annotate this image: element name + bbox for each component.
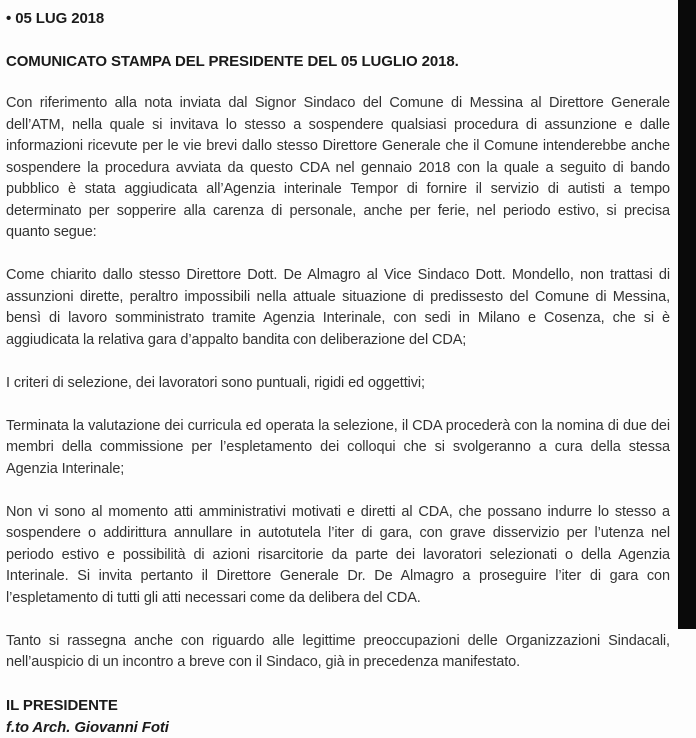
paragraph: Come chiarito dallo stesso Direttore Dott. De Almagro al Vice Sindaco Dott. Mondello, non trattasi di assunzioni dirette, peraltro impossibili nella attuale situazione di predissesto del Comune di Messina, bensì di lavoro somministrato tramite Agenzia Interinale, con sedi in Milano e Cosenza, che si è aggiudicata la relativa gara d’appalto bandita con deliberazione del CDA; <box>6 265 670 351</box>
paragraph: Terminata la valutazione dei curricula ed operata la selezione, il CDA procederà con la nomina di due dei membri della commissione per l’espletamento dei colloqui che si svolgeranno a cura della stessa Agenzia Interinale; <box>6 416 670 481</box>
right-edge-bar <box>678 0 696 629</box>
signature-role: IL PRESIDENTE <box>6 695 670 717</box>
paragraph: Tanto si rassegna anche con riguardo alle legittime preoccupazioni delle Organizzazioni Sindacali, nell’auspicio di un incontro a breve con il Sindaco, già in precedenza manifestato. <box>6 631 670 674</box>
page-title: COMUNICATO STAMPA DEL PRESIDENTE DEL 05 LUGLIO 2018. <box>6 51 670 73</box>
signature-name: f.to Arch. Giovanni Foti <box>6 717 670 738</box>
paragraph: Non vi sono al momento atti amministrativi motivati e diretti al CDA, che possano indurre lo stesso a sospendere o addirittura annullare in autotutela l’iter di gara, con grave disservizio per l’utenza nel periodo estivo e possibilità di azioni risarcitorie da parte dei lavoratori selezionati o della Agenzia Interinale. Si invita pertanto il Direttore Generale Dr. De Almagro a proseguire l’iter di gara con l’espletamento di tutti gli atti necessari come da delibera del CDA. <box>6 502 670 610</box>
paragraph: I criteri di selezione, dei lavoratori sono puntuali, rigidi ed oggettivi; <box>6 373 670 395</box>
signature-block <box>6 695 670 738</box>
document-content <box>6 8 670 738</box>
date-line: • 05 LUG 2018 <box>6 8 670 30</box>
paragraph: Con riferimento alla nota inviata dal Signor Sindaco del Comune di Messina al Direttore Generale dell’ATM, nella quale si invitava lo stesso a sospendere qualsiasi procedura di assunzione e dalle informazioni ricevute per le vie brevi dallo stesso Direttore Generale che il Comune intenderebbe anche sospendere la procedura avviata da questo CDA nel gennaio 2018 con la quale a seguito di bando pubblico è stata aggiudicata all’Agenzia interinale Tempor di fornire il servizio di autisti a tempo determinato per sopperire alla carenza di personale, anche per ferie, nel periodo estivo, si precisa quanto segue: <box>6 93 670 244</box>
